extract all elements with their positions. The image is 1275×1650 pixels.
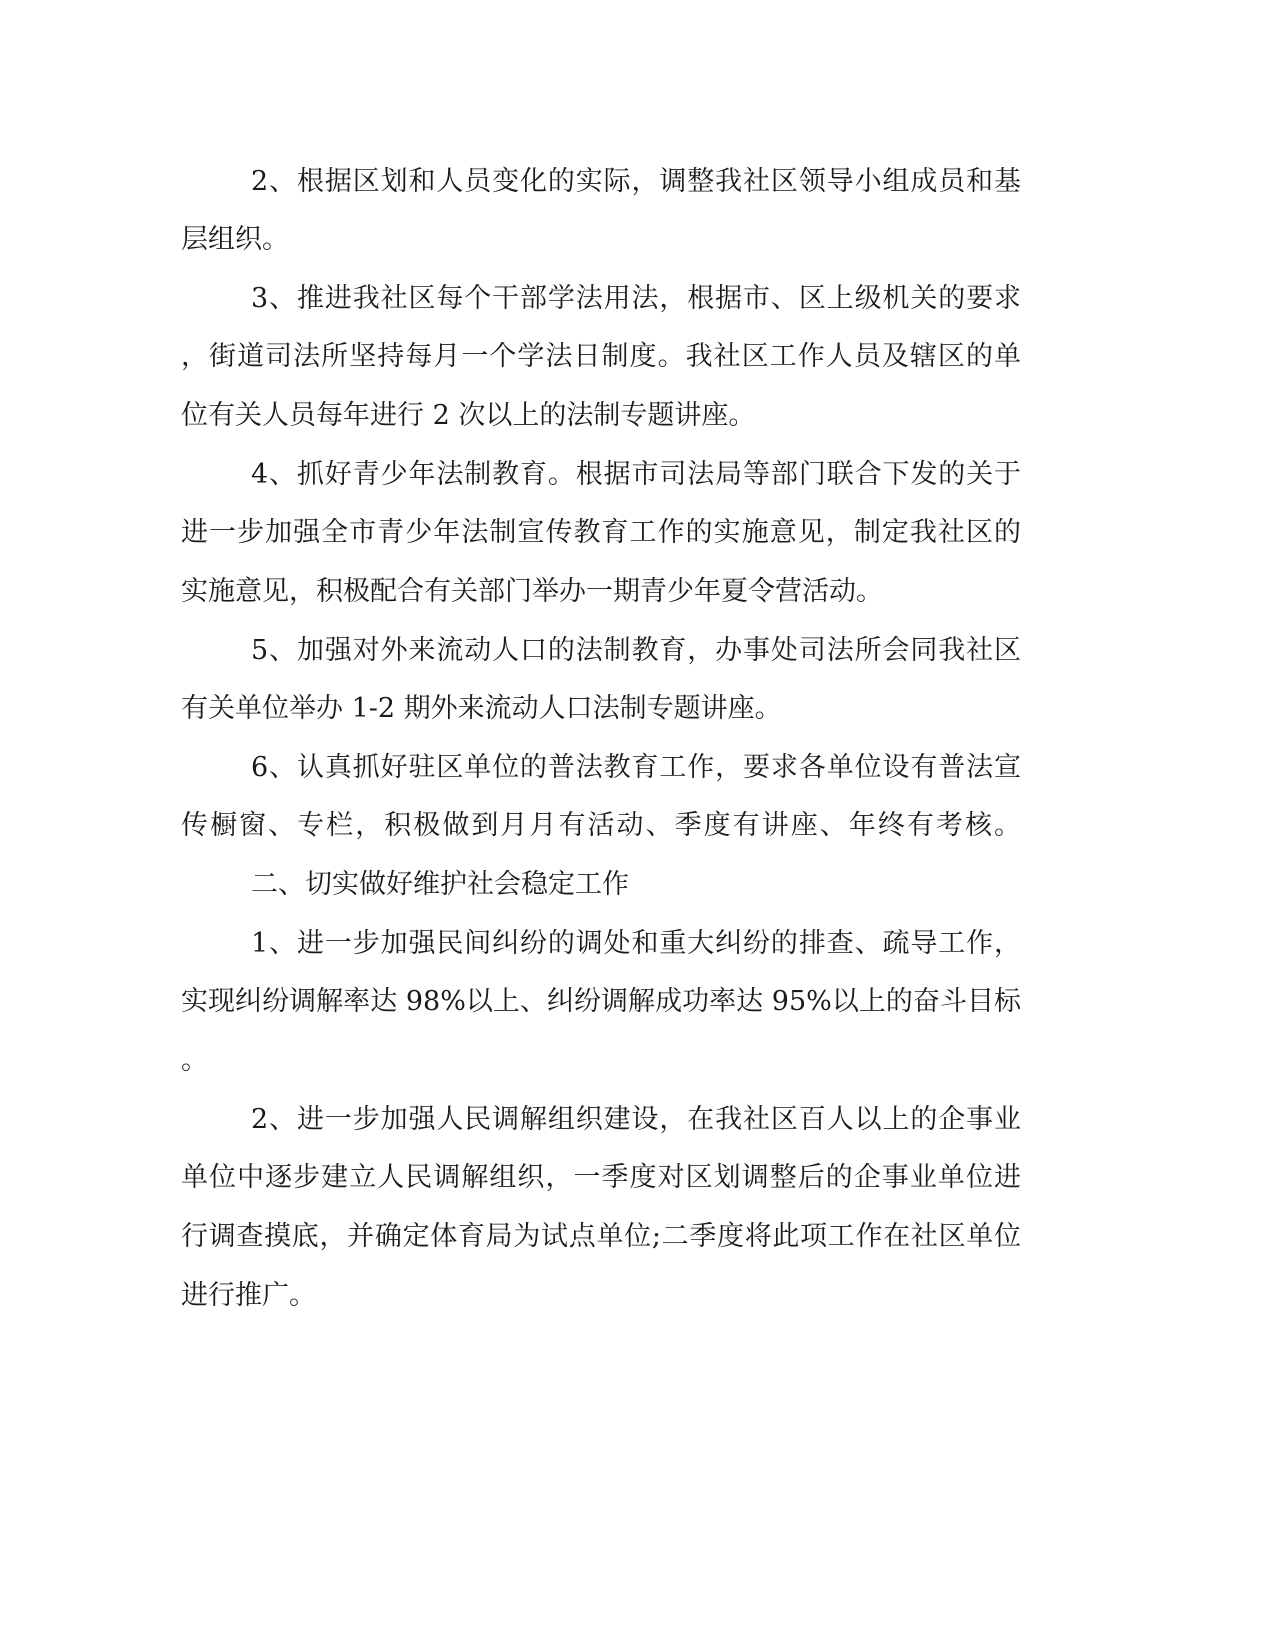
- text-line: 。: [181, 1045, 208, 1076]
- text-line: 2、根据区划和人员变化的实际，调整我社区领导小组成员和基: [251, 166, 1021, 197]
- text-line: 6、认真抓好驻区单位的普法教育工作，要求各单位设有普法宣: [251, 752, 1021, 783]
- text-line: 有关单位举办 1-2 期外来流动人口法制专题讲座。: [181, 693, 782, 724]
- text-line: 位有关人员每年进行 2 次以上的法制专题讲座。: [181, 400, 756, 431]
- text-line: 3、推进我社区每个干部学法用法，根据市、区上级机关的要求: [251, 283, 1021, 314]
- text-line: ，街道司法所坚持每月一个学法日制度。我社区工作人员及辖区的单: [181, 341, 1021, 372]
- text-line: 层组织。: [181, 224, 289, 255]
- text-line: 行调查摸底，并确定体育局为试点单位;二季度将此项工作在社区单位: [181, 1221, 1021, 1252]
- text-line: 2、进一步加强人民调解组织建设，在我社区百人以上的企事业: [251, 1104, 1021, 1135]
- text-line: 进行推广。: [181, 1280, 316, 1311]
- text-line: 实现纠纷调解率达 98%以上、纠纷调解成功率达 95%以上的奋斗目标: [181, 986, 1021, 1017]
- text-line: 进一步加强全市青少年法制宣传教育工作的实施意见，制定我社区的: [181, 517, 1021, 548]
- text-line: 4、抓好青少年法制教育。根据市司法局等部门联合下发的关于: [251, 459, 1021, 490]
- section-heading: 二、切实做好维护社会稳定工作: [251, 869, 629, 900]
- text-line: 单位中逐步建立人民调解组织，一季度对区划调整后的企事业单位进: [181, 1162, 1021, 1193]
- text-line: 实施意见，积极配合有关部门举办一期青少年夏令营活动。: [181, 576, 883, 607]
- text-line: 传橱窗、专栏，积极做到月月有活动、季度有讲座、年终有考核。: [181, 810, 1021, 841]
- text-line: 1、进一步加强民间纠纷的调处和重大纠纷的排查、疏导工作，: [251, 928, 1021, 959]
- text-line: 5、加强对外来流动人口的法制教育，办事处司法所会同我社区: [251, 635, 1021, 666]
